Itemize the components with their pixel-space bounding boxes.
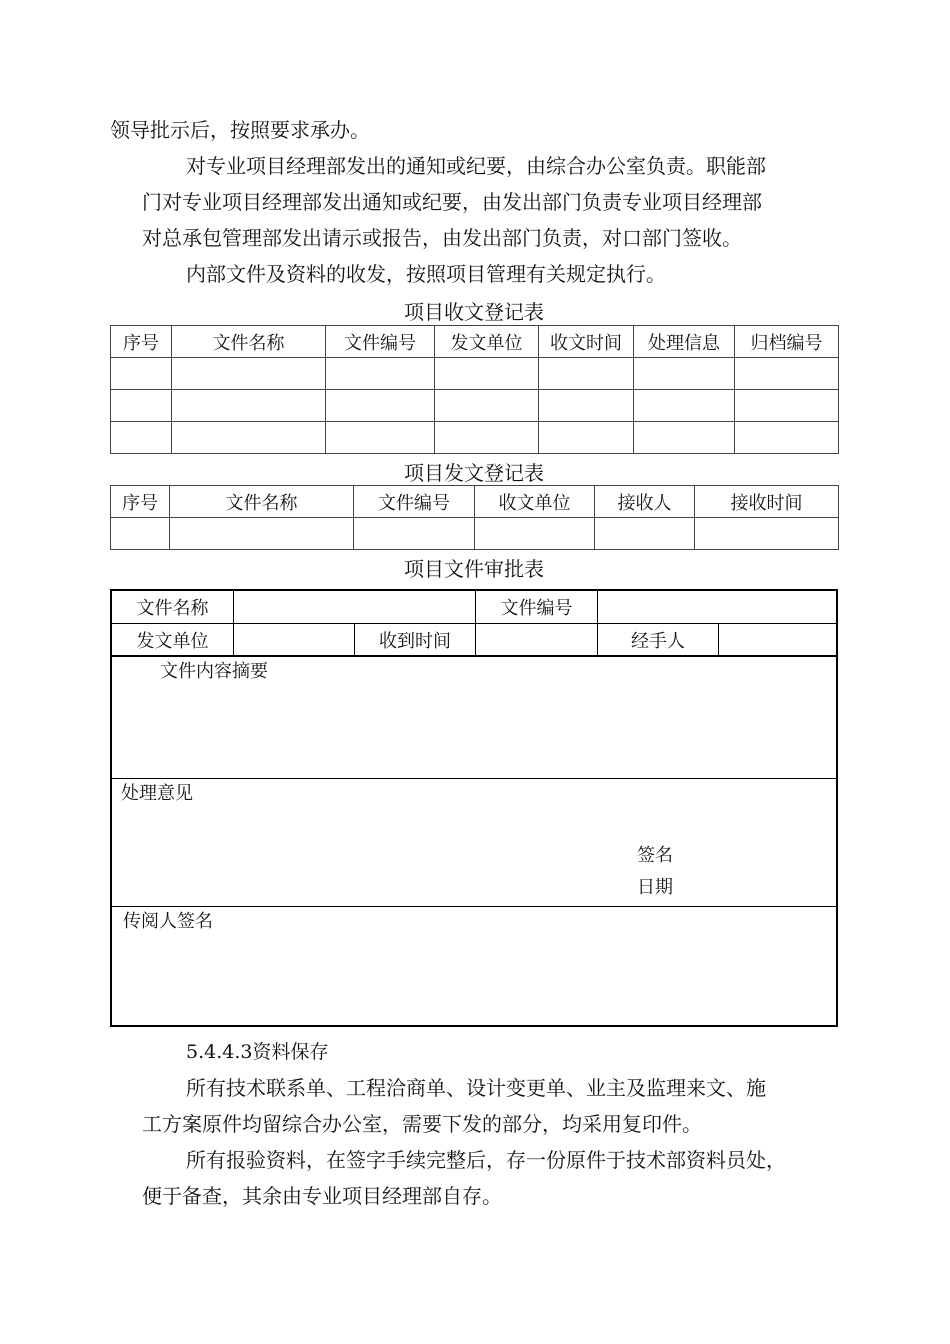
- header-cell: 接收人: [595, 486, 695, 518]
- date-label: 日期: [637, 877, 673, 898]
- header-cell: 发文单位: [435, 326, 539, 358]
- header-cell: 接收时间: [695, 486, 839, 518]
- receive-register-table: [110, 325, 839, 454]
- table-cell[interactable]: [435, 358, 539, 390]
- table-cell[interactable]: [634, 358, 735, 390]
- paragraph-line: 内部文件及资料的收发，按照项目管理有关规定执行。: [186, 262, 666, 286]
- table-cell[interactable]: [111, 390, 172, 422]
- approval-form: [110, 589, 838, 1027]
- table-cell[interactable]: [735, 422, 839, 454]
- paragraph-line: 工方案原件均留综合办公室，需要下发的部分，均采用复印件。: [142, 1112, 702, 1136]
- header-cell: 文件编号: [354, 486, 475, 518]
- table-cell[interactable]: [172, 422, 326, 454]
- table-cell[interactable]: [634, 422, 735, 454]
- header-cell: 归档编号: [735, 326, 839, 358]
- table-cell[interactable]: [634, 390, 735, 422]
- paragraph-line: 对总承包管理部发出请示或报告，由发出部门负责，对口部门签收。: [142, 226, 742, 250]
- table-row: [111, 422, 839, 454]
- table-header-row: [111, 486, 839, 518]
- table-cell[interactable]: [354, 518, 475, 550]
- file-no-label: 文件编号: [476, 591, 598, 623]
- summary-block[interactable]: [112, 657, 836, 779]
- table-row: [111, 390, 839, 422]
- header-cell: 处理信息: [634, 326, 735, 358]
- receive-table-title: 项目收文登记表: [404, 300, 544, 324]
- table-cell[interactable]: [170, 518, 354, 550]
- paragraph-line: 所有报验资料，在签字手续完整后，存一份原件于技术部资料员处，: [186, 1148, 786, 1172]
- file-name-label: 文件名称: [112, 591, 234, 623]
- table-cell[interactable]: [735, 358, 839, 390]
- table-cell[interactable]: [326, 390, 435, 422]
- table-header-row: [111, 326, 839, 358]
- table-cell[interactable]: [326, 422, 435, 454]
- header-cell: 文件编号: [326, 326, 435, 358]
- table-cell[interactable]: [172, 390, 326, 422]
- paragraph-line: 对专业项目经理部发出的通知或纪要，由综合办公室负责。职能部: [186, 154, 766, 178]
- header-cell: 文件名称: [170, 486, 354, 518]
- file-no-field[interactable]: [598, 591, 836, 623]
- table-cell[interactable]: [539, 390, 634, 422]
- handler-label: 经手人: [598, 624, 719, 655]
- table-cell[interactable]: [475, 518, 595, 550]
- table-cell[interactable]: [539, 422, 634, 454]
- table-cell[interactable]: [326, 358, 435, 390]
- opinion-label: 处理意见: [121, 783, 193, 804]
- send-register-table: [110, 485, 839, 550]
- paragraph-line: 所有技术联系单、工程洽商单、设计变更单、业主及监理来文、施: [186, 1076, 766, 1100]
- paragraph-line: 便于备查，其余由专业项目经理部自存。: [142, 1184, 502, 1208]
- issuer-field[interactable]: [234, 624, 355, 655]
- table-row: [111, 518, 839, 550]
- table-cell[interactable]: [172, 358, 326, 390]
- send-table-title: 项目发文登记表: [404, 461, 544, 485]
- approval-row-file: [112, 591, 836, 624]
- table-cell[interactable]: [435, 422, 539, 454]
- approval-row-issuer: [112, 624, 836, 657]
- header-cell: 收文单位: [475, 486, 595, 518]
- approval-table-title: 项目文件审批表: [404, 557, 544, 581]
- circulate-block[interactable]: [112, 907, 836, 1025]
- handler-field[interactable]: [719, 624, 836, 655]
- issuer-label: 发文单位: [112, 624, 234, 655]
- header-cell: 序号: [111, 486, 170, 518]
- paragraph-line: 领导批示后，按照要求承办。: [110, 118, 370, 142]
- table-cell[interactable]: [695, 518, 839, 550]
- header-cell: 收文时间: [539, 326, 634, 358]
- circulate-label: 传阅人签名: [123, 911, 213, 932]
- summary-label: 文件内容摘要: [160, 661, 268, 682]
- table-cell[interactable]: [111, 358, 172, 390]
- table-cell[interactable]: [111, 422, 172, 454]
- section-heading: 5.4.4.3资料保存: [186, 1041, 329, 1063]
- table-row: [111, 358, 839, 390]
- table-cell[interactable]: [435, 390, 539, 422]
- opinion-block[interactable]: [112, 779, 836, 907]
- table-cell[interactable]: [539, 358, 634, 390]
- table-cell[interactable]: [735, 390, 839, 422]
- file-name-field[interactable]: [234, 591, 476, 623]
- received-time-field[interactable]: [476, 624, 598, 655]
- header-cell: 序号: [111, 326, 172, 358]
- table-cell[interactable]: [595, 518, 695, 550]
- paragraph-line: 门对专业项目经理部发出通知或纪要，由发出部门负责专业项目经理部: [142, 190, 762, 214]
- received-time-label: 收到时间: [355, 624, 476, 655]
- header-cell: 文件名称: [172, 326, 326, 358]
- table-cell[interactable]: [111, 518, 170, 550]
- sign-label: 签名: [637, 845, 673, 866]
